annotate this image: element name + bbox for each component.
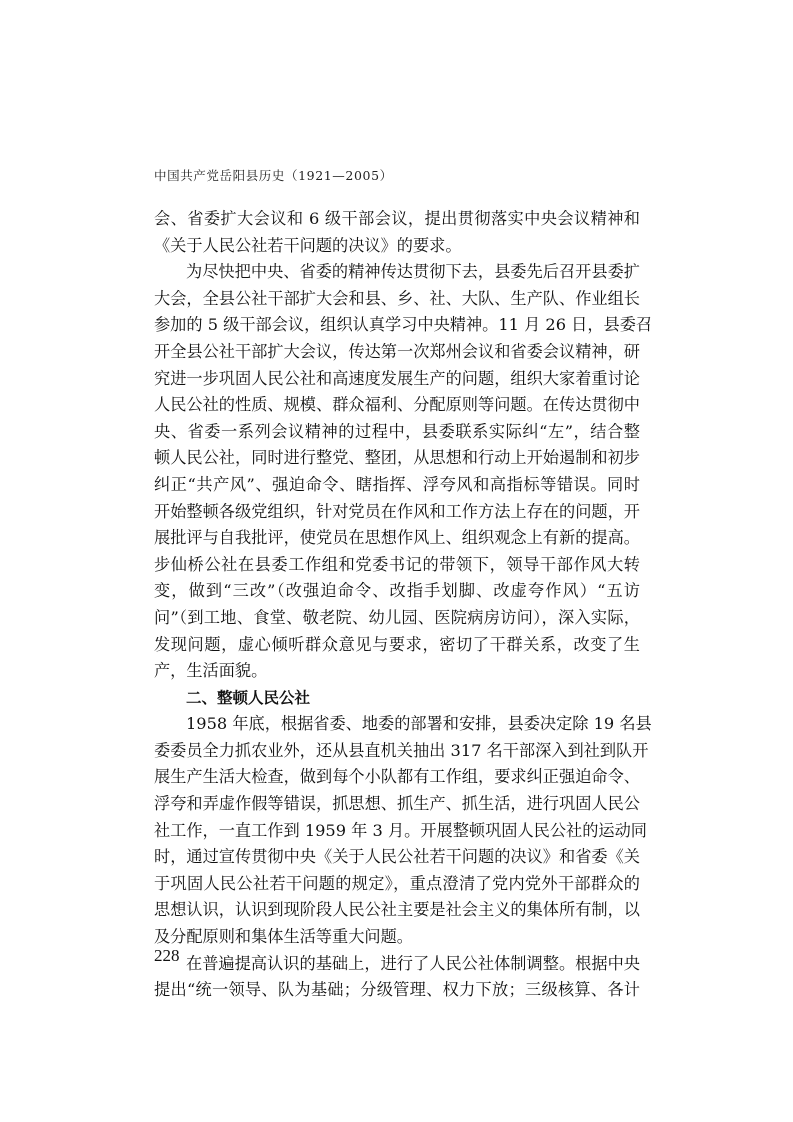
text-line: 于巩固人民公社若干问题的规定》，重点澄清了党内党外干部群众的 — [154, 873, 640, 893]
section-heading: 二、整顿人民公社 — [186, 688, 311, 707]
page-number: 228 — [154, 946, 180, 965]
text-line: 社工作，一直工作到 1959 年 3 月。开展整顿巩固人民公社的运动同 — [154, 820, 647, 840]
text-line: 会、省委扩大会议和 6 级干部会议，提出贯彻落实中央会议精神和 — [154, 209, 640, 228]
text-line: 《关于人民公社若干问题的决议》的要求。 — [154, 235, 462, 255]
text-line: 思想认识，认识到现阶段人民公社主要是社会主义的集体所有制，以 — [154, 900, 640, 920]
paragraph-first-line: 在普遍提高认识的基础上，进行了人民公社体制调整。根据中央 — [186, 953, 640, 973]
text-line: 央、省委一系列会议精神的过程中，县委联系实际纠“左”，结合整 — [154, 421, 640, 441]
running-header: 中国共产党岳阳县历史（1921—2005） — [154, 168, 393, 183]
paragraph-first-line: 1958 年底，根据省委、地委的部署和安排，县委决定除 19 名县 — [186, 714, 652, 734]
text-line: 变，做到“三改”（改强迫命令、改指手划脚、改虚夸作风）“五访 — [154, 581, 640, 601]
text-line: 顿人民公社，同时进行整党、整团，从思想和行动上开始遏制和初步 — [154, 448, 640, 468]
text-line: 究进一步巩固人民公社和高速度发展生产的问题，组织大家着重讨论 — [154, 368, 640, 388]
text-line: 开全县公社干部扩大会议，传达第一次郑州会议和省委会议精神，研 — [154, 341, 640, 361]
text-line: 展生产生活大检查，做到每个小队都有工作组，要求纠正强迫命令、 — [154, 767, 640, 787]
text-line: 问”（到工地、食堂、敬老院、幼儿园、医院病房访问），深入实际， — [154, 607, 640, 627]
text-line: 纠正“共产风”、强迫命令、瞎指挥、浮夸风和高指标等错误。同时 — [154, 474, 640, 494]
text-line: 发现问题，虚心倾听群众意见与要求，密切了干群关系，改变了生 — [154, 634, 640, 654]
text-line: 提出“统一领导、队为基础；分级管理、权力下放；三级核算、各计 — [154, 980, 640, 1000]
body-text — [154, 206, 653, 1004]
text-line: 人民公社的性质、规模、群众福利、分配原则等问题。在传达贯彻中 — [154, 395, 640, 415]
text-line: 产，生活面貌。 — [154, 661, 268, 681]
text-line: 步仙桥公社在县委工作组和党委书记的带领下，领导干部作风大转 — [154, 554, 640, 574]
text-line: 展批评与自我批评，使党员在思想作风上、组织观念上有新的提高。 — [154, 528, 640, 548]
text-line: 参加的 5 级干部会议，组织认真学习中央精神。11 月 26 日，县委召 — [154, 315, 653, 335]
text-line: 委委员全力抓农业外，还从县直机关抽出 317 名干部深入到社到队开 — [154, 740, 649, 760]
text-line: 浮夸和弄虚作假等错误，抓思想、抓生产、抓生活，进行巩固人民公 — [154, 794, 640, 814]
paragraph-first-line: 为尽快把中央、省委的精神传达贯彻下去，县委先后召开县委扩 — [186, 262, 640, 282]
text-line: 开始整顿各级党组织，针对党员在作风和工作方法上存在的问题，开 — [154, 501, 640, 521]
text-line: 时，通过宣传贯彻中央《关于人民公社若干问题的决议》和省委《关 — [154, 847, 640, 867]
text-line: 大会，全县公社干部扩大会和县、乡、社、大队、生产队、作业组长 — [154, 288, 640, 308]
text-line: 及分配原则和集体生活等重大问题。 — [154, 927, 413, 947]
